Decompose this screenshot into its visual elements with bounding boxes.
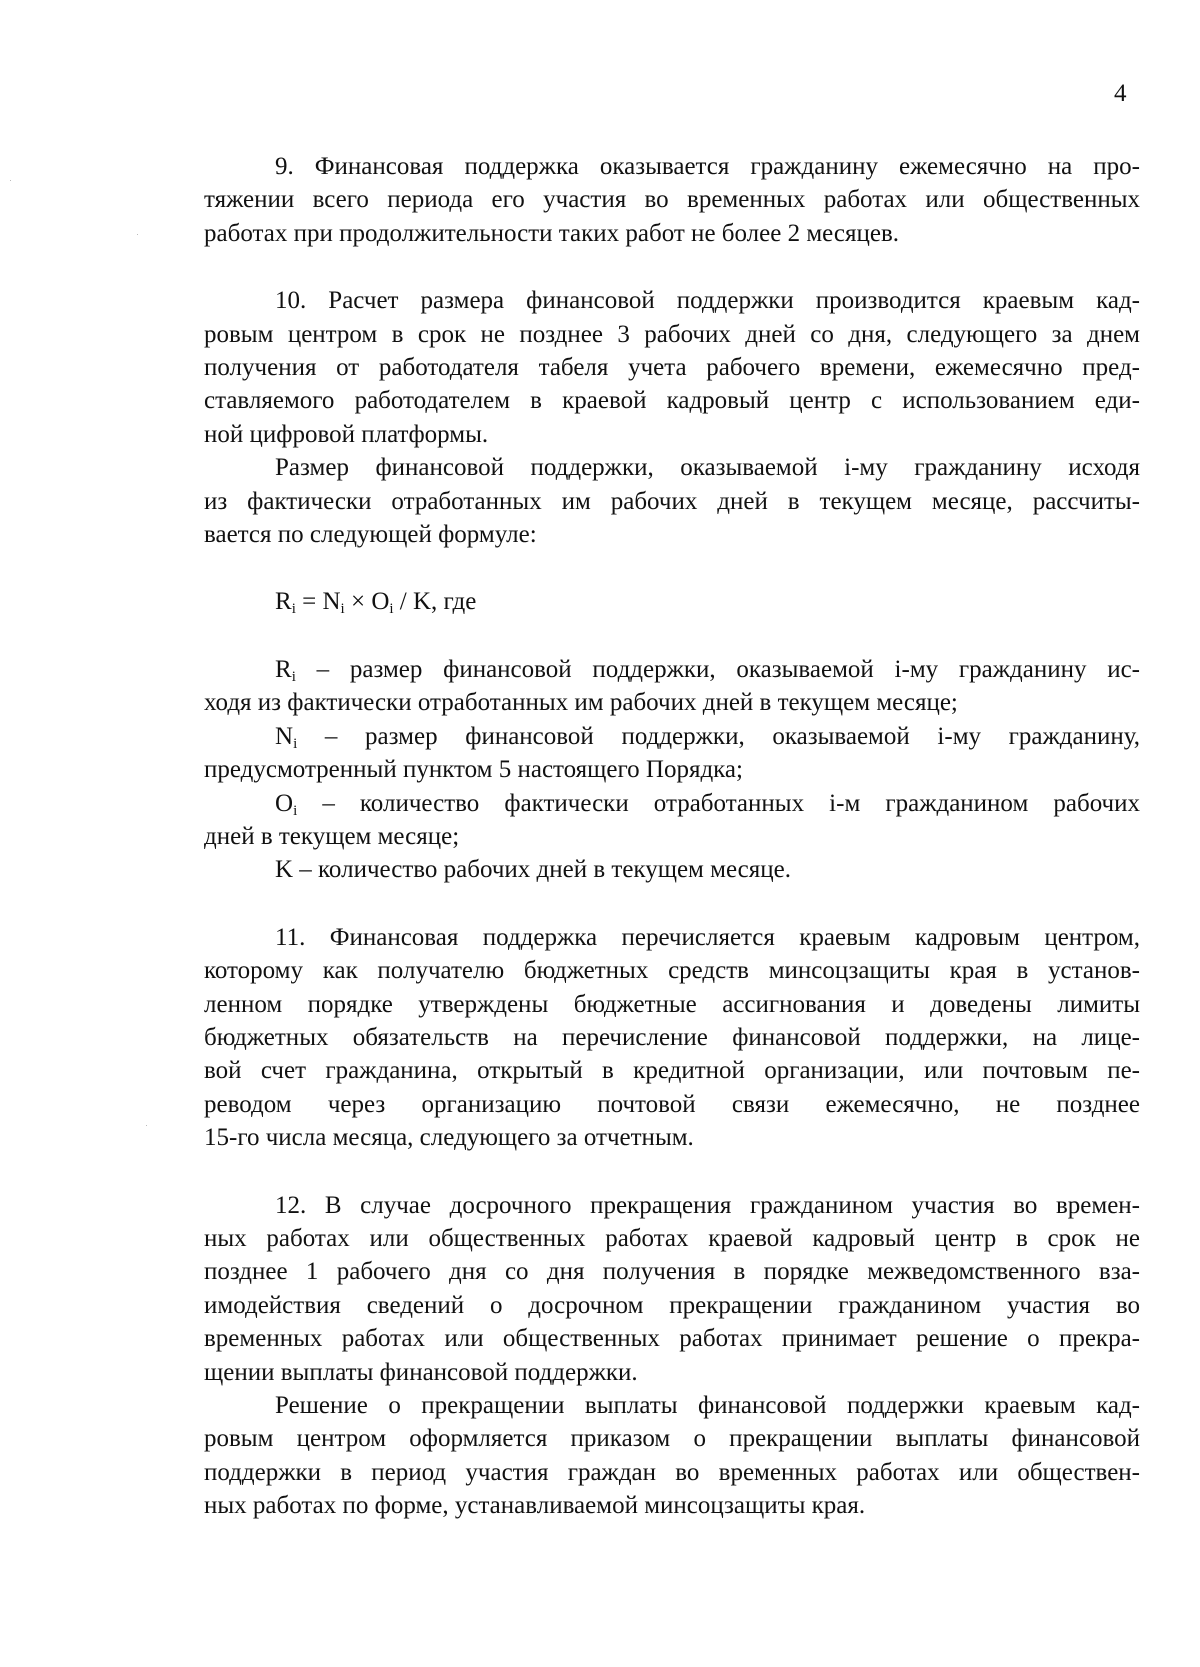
paragraph-line: тяжении всего периода его участия во временных работах или общественных	[204, 186, 1140, 214]
paragraph-line: вой счет гражданина, открытый в кредитной организации, или почтовым пе-	[204, 1057, 1140, 1085]
paragraph-12-decision	[204, 1389, 1140, 1523]
scan-speck	[137, 234, 138, 235]
paragraph-line: поддержки в период участия граждан во временных работах или обществен-	[204, 1458, 1140, 1486]
paragraph-line: ленном порядке утверждены бюджетные ассигнования и доведены лимиты	[204, 990, 1140, 1018]
paragraph-line: реводом через организацию почтовой связи ежемесячно, не позднее	[204, 1090, 1140, 1118]
definition-line: K – количество рабочих дней в текущем месяце.	[275, 856, 791, 884]
paragraph-line: 10. Расчет размера финансовой поддержки производится краевым кад-	[275, 287, 1140, 315]
definition-line: $O_i$ – количество фактически отработанных i-м гражданином рабочих	[275, 789, 1140, 819]
definition-k	[204, 853, 1140, 886]
page-number: 4	[1114, 80, 1127, 107]
definition-line: $R_i$ – размер финансовой поддержки, оказываемой i-му гражданину ис-	[275, 655, 1140, 685]
paragraph-line: ровым центром оформляется приказом о прекращении выплаты финансовой	[204, 1425, 1140, 1453]
paragraph-line: имодействия сведений о досрочном прекращении гражданином участия во	[204, 1291, 1140, 1319]
paragraph-line: ровым центром в срок не позднее 3 рабочих дней со дня, следующего за днем	[204, 320, 1140, 348]
definition-n	[204, 720, 1140, 787]
paragraph-line: временных работах или общественных работах принимает решение о прекра-	[204, 1325, 1140, 1353]
paragraph-line: ных работах или общественных работах краевой кадровый центр в срок не	[204, 1224, 1140, 1252]
paragraph-line: вается по следующей формуле:	[204, 521, 537, 549]
paragraph-line: ставляемого работодателем в краевой кадровый центр с использованием еди-	[204, 387, 1140, 415]
paragraph-line: ных работах по форме, устанавливаемой минсоцзащиты края.	[204, 1492, 866, 1520]
paragraph-line: 12. В случае досрочного прекращения гражданином участия во времен-	[275, 1191, 1140, 1219]
document-body	[204, 150, 1140, 1523]
definition-r	[204, 653, 1140, 720]
definition-line: ходя из фактически отработанных им рабочих дней в текущем месяце;	[204, 689, 958, 717]
paragraph-10	[204, 284, 1140, 451]
paragraph-line: бюджетных обязательств на перечисление финансовой поддержки, на лице-	[204, 1023, 1140, 1051]
paragraph-line: позднее 1 рабочего дня со дня получения в порядке межведомственного вза-	[204, 1258, 1140, 1286]
definition-line: $N_i$ – размер финансовой поддержки, оказываемой i-му гражданину,	[275, 722, 1140, 752]
paragraph-line: 9. Финансовая поддержка оказывается гражданину ежемесячно на про-	[275, 153, 1140, 180]
paragraph-line: из фактически отработанных им рабочих дней в текущем месяце, рассчиты-	[204, 487, 1140, 515]
paragraph-line: получения от работодателя табеля учета рабочего времени, ежемесячно пред-	[204, 354, 1140, 382]
scan-speck	[10, 180, 11, 181]
definition-line: предусмотренный пунктом 5 настоящего Порядка;	[204, 756, 743, 784]
formula: $R_i = N_i \times O_i / K$, где	[275, 588, 477, 618]
definition-o	[204, 787, 1140, 854]
paragraph-line: ной цифровой платформы.	[204, 420, 489, 448]
scan-speck	[146, 1125, 147, 1126]
paragraph-line: 15-го числа месяца, следующего за отчетным.	[204, 1124, 694, 1152]
paragraph-line: работах при продолжительности таких работ не более 2 месяцев.	[204, 219, 900, 247]
paragraph-11	[204, 921, 1140, 1155]
paragraph-line: щении выплаты финансовой поддержки.	[204, 1358, 638, 1386]
paragraph-line: Размер финансовой поддержки, оказываемой i-му гражданину исходя	[275, 454, 1140, 482]
paragraph-line: 11. Финансовая поддержка перечисляется краевым кадровым центром,	[275, 923, 1140, 951]
paragraph-line: которому как получателю бюджетных средств минсоцзащиты края в установ-	[204, 957, 1140, 985]
definition-line: дней в текущем месяце;	[204, 822, 460, 850]
paragraph-12	[204, 1189, 1140, 1389]
paragraph-10-formula-intro	[204, 451, 1140, 551]
paragraph-line: Решение о прекращении выплаты финансовой поддержки краевым кад-	[275, 1392, 1140, 1419]
paragraph-9	[204, 150, 1140, 250]
